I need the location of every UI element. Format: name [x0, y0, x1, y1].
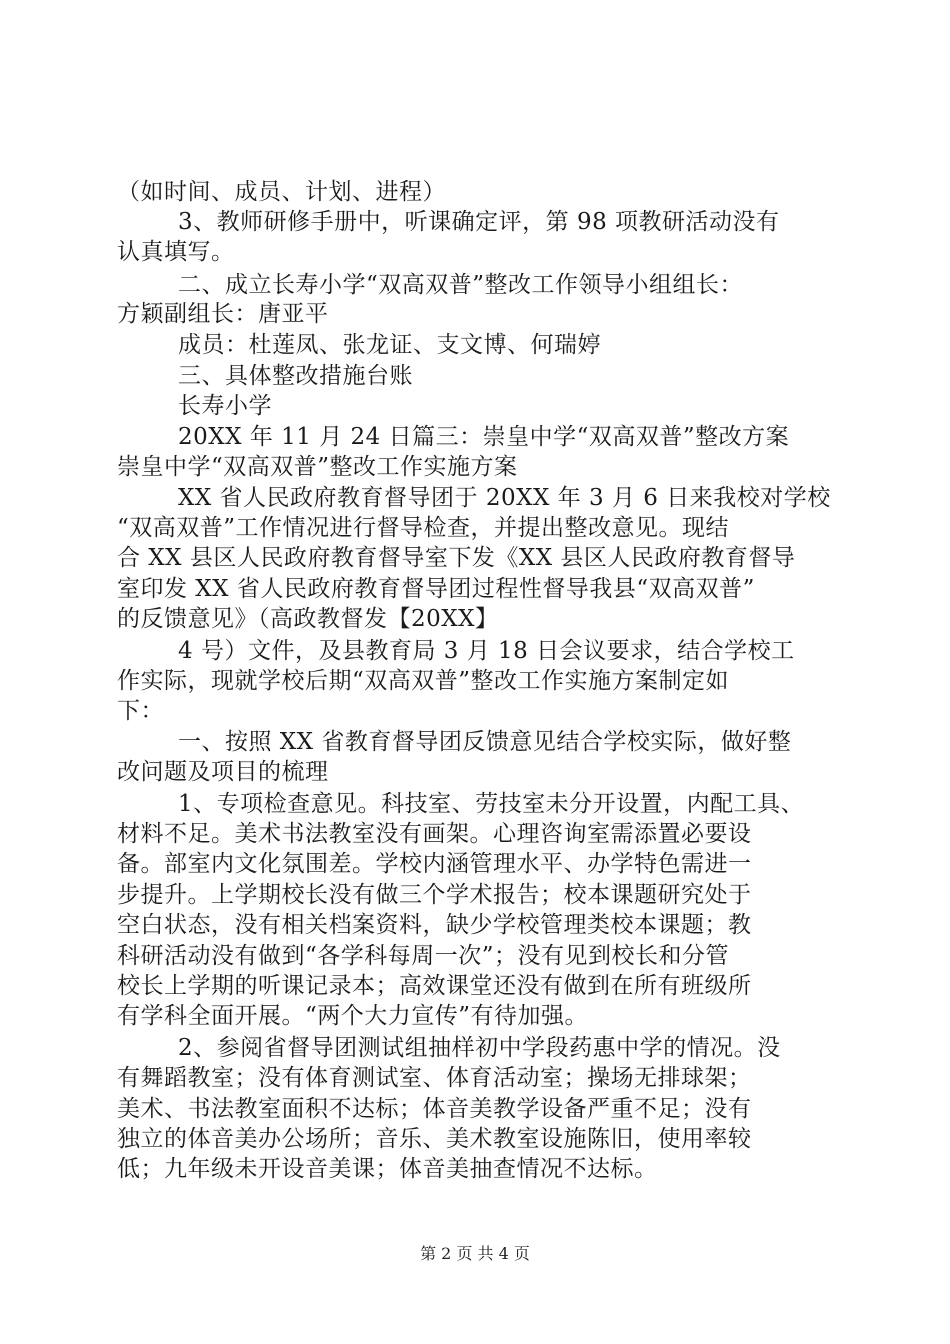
text-line-8: 长寿小学: [178, 393, 272, 419]
text-line-11: XX 省人民政府教育督导团于 20XX 年 3 月 6 日来我校对学校: [178, 485, 831, 511]
text-line-14: 室印发 XX 省人民政府教育督导团过程性督导我县“双高双普”: [117, 576, 755, 602]
text-line-25: 空白状态，没有相关档案资料，缺少学校管理类校本课题；教: [117, 912, 752, 938]
text-line-28: 有学科全面开展。“两个大力宣传”有待加强。: [117, 1003, 589, 1029]
text-line-13: 合 XX 县区人民政府教育督导室下发《XX 县区人民政府教育督导: [117, 545, 796, 571]
text-line-3: 认真填写。: [117, 239, 235, 265]
text-line-19: 一、按照 XX 省教育督导团反馈意见结合学校实际，做好整: [178, 729, 792, 755]
text-line-32: 独立的体音美办公场所；音乐、美术教室设施陈旧，使用率较: [117, 1126, 752, 1152]
text-line-2: 3、教师研修手册中，听课确定评，第 98 项教研活动没有: [178, 209, 780, 235]
text-line-23: 备。部室内文化氛围差。学校内涵管理水平、办学特色需进一: [117, 851, 752, 877]
text-line-15: 的反馈意见》（高政教督发【20XX】: [117, 606, 499, 632]
text-line-16: 4 号）文件，及县教育局 3 月 18 日会议要求，结合学校工: [178, 638, 795, 664]
text-line-18: 下：: [117, 698, 164, 724]
text-line-22: 材料不足。美术书法教室没有画架。心理咨询室需添置必要设: [117, 821, 752, 847]
text-line-21: 1、专项检查意见。科技室、劳技室未分开设置，内配工具、: [178, 791, 805, 817]
text-line-29: 2、参阅省督导团测试组抽样初中学段药惠中学的情况。没: [178, 1035, 781, 1061]
text-line-1: （如时间、成员、计划、进程）: [117, 179, 446, 205]
page-number-footer: 第 2 页 共 4 页: [420, 1244, 530, 1263]
text-line-30: 有舞蹈教室；没有体育测试室、体育活动室；操场无排球架；: [117, 1065, 752, 1091]
text-line-20: 改问题及项目的梳理: [117, 759, 329, 785]
text-line-4: 二、成立长寿小学“双高双普”整改工作领导小组组长：: [178, 272, 744, 298]
text-line-31: 美术、书法教室面积不达标；体音美教学设备严重不足；没有: [117, 1096, 752, 1122]
text-line-6: 成员：杜莲凤、张龙证、支文博、何瑞婷: [178, 332, 601, 358]
text-line-26: 科研活动没有做到“各学科每周一次”；没有见到校长和分管: [117, 943, 730, 969]
text-line-7: 三、具体整改措施台账: [178, 363, 413, 389]
text-line-5: 方颖副组长：唐亚平: [117, 301, 329, 327]
text-line-12: “双高双普”工作情况进行督导检查，并提出整改意见。现结: [117, 515, 730, 541]
text-line-9: 20XX 年 11 月 24 日篇三：崇皇中学“双高双普”整改方案: [178, 424, 790, 450]
text-line-24: 步提升。上学期校长没有做三个学术报告；校本课题研究处于: [117, 882, 752, 908]
text-line-17: 作实际，现就学校后期“双高双普”整改工作实施方案制定如: [117, 668, 730, 694]
text-line-33: 低；九年级未开设音美课；体音美抽查情况不达标。: [117, 1156, 658, 1182]
text-line-27: 校长上学期的听课记录本；高效课堂还没有做到在所有班级所: [117, 973, 752, 999]
text-line-10: 崇皇中学“双高双普”整改工作实施方案: [117, 454, 518, 480]
